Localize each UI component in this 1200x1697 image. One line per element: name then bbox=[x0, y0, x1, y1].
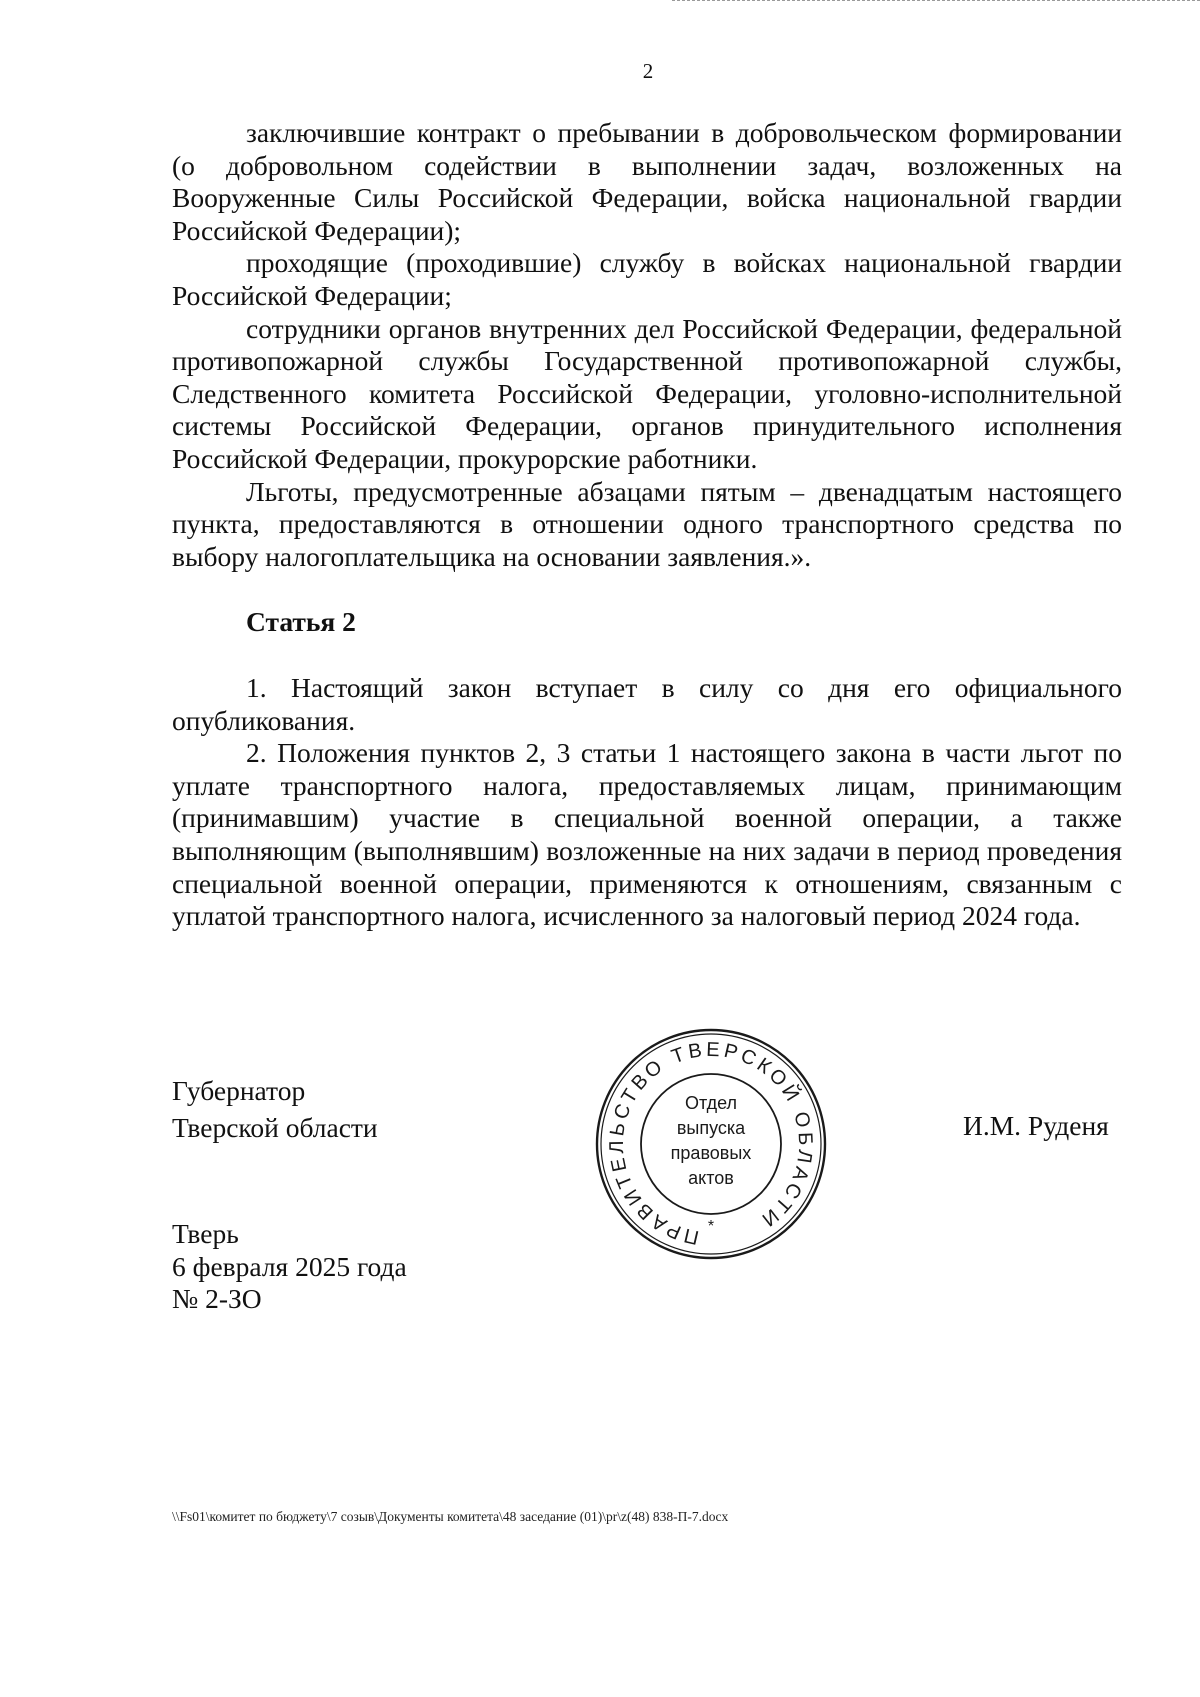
date: 6 февраля 2025 года bbox=[172, 1250, 407, 1282]
article-2-clause-2: 2. Положения пунктов 2, 3 статьи 1 настоящего закона в части льгот по уплате транспортного налога, предоставляемых лицам, принимающим (принимавшим) участие в специальной военной операции, а также выполняющим (выполнявшим) возложенные на них задачи в период проведения специальной военной операции, применяются к отношениям, связанным с уплатой транспортного налога, исчисленного за налоговый период 2024 года. bbox=[172, 737, 1122, 932]
stamp-center-line-3: правовых bbox=[670, 1143, 752, 1163]
stamp-center-line-1: Отдел bbox=[684, 1093, 738, 1113]
article-2-clause-1: 1. Настоящий закон вступает в силу со дня его официального опубликования. bbox=[172, 672, 1122, 736]
paragraph-national-guard: проходящие (проходившие) службу в войсках национальной гвардии Российской Федерации; bbox=[172, 247, 1122, 311]
paragraph-volunteer-contract: заключившие контракт о пребывании в добровольческом формировании (о добровольном содействии в выполнении задач, возложенных на Вооруженные Силы Российской Федерации, войска национальной гвардии Российской Федерации); bbox=[172, 117, 1122, 246]
place: Тверь bbox=[172, 1218, 239, 1249]
scan-edge-line bbox=[672, 0, 1200, 1]
paragraph-law-enforcement: сотрудники органов внутренних дел Российской Федерации, федеральной противопожарной службы Государственной противопожарной службы, Следственного комитета Российской Федерации, уголовно-исполнительной системы Российской Федерации, органов принудительного исполнения Российской Федерации, прокурорские работники. bbox=[172, 312, 1122, 474]
page-number: 2 bbox=[642, 59, 654, 83]
place-date-number bbox=[172, 1218, 407, 1316]
stamp-center-text bbox=[671, 1093, 752, 1188]
law-number: № 2-ЗО bbox=[172, 1283, 262, 1315]
file-path-footer: \\Fs01\комитет по бюджету\7 созыв\Документы комитета\48 заседание (01)\pr\z(48) 838-П-7.docx bbox=[172, 1509, 729, 1524]
official-stamp bbox=[593, 1026, 829, 1262]
stamp-ring-text: ПРАВИТЕЛЬСТВО ТВЕРСКОЙ ОБЛАСТИ bbox=[605, 1038, 817, 1249]
signatory-position bbox=[172, 1072, 378, 1146]
article-heading: Статья 2 bbox=[246, 606, 356, 637]
position-line-1: Губернатор bbox=[172, 1075, 306, 1106]
stamp-center-line-4: актов bbox=[688, 1168, 734, 1188]
stamp-star: * bbox=[707, 1218, 715, 1235]
stamp-center-line-2: выпуска bbox=[676, 1118, 746, 1138]
signatory-name: И.М. Руденя bbox=[963, 1110, 1109, 1141]
position-line-2: Тверской области bbox=[172, 1112, 378, 1143]
paragraph-benefits-note: Льготы, предусмотренные абзацами пятым – двенадцатым настоящего пункта, предоставляются в отношении одного транспортного средства по выбору налогоплательщика на основании заявления.». bbox=[172, 475, 1122, 572]
intro-text bbox=[172, 117, 1122, 573]
article-2-text bbox=[172, 672, 1122, 933]
